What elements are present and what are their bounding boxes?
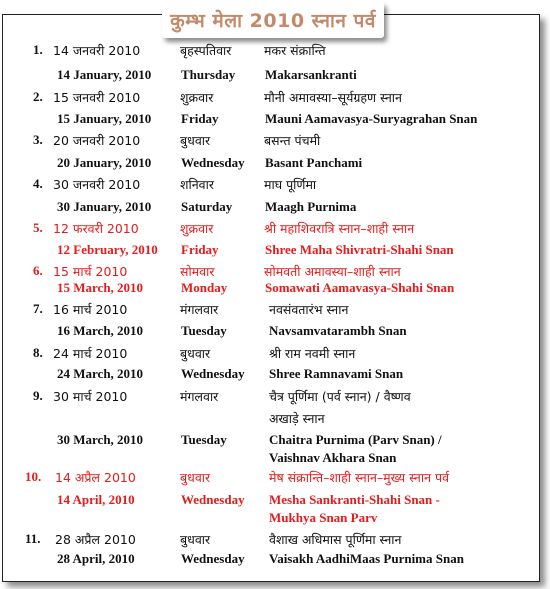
hindi-event: वैशाख अधिमास पूर्णिमा स्नान	[269, 532, 402, 547]
hindi-event: श्री राम नवमी स्नान	[269, 346, 356, 361]
hindi-event: श्री महाशिवरात्रि स्नान–शाही स्नान	[264, 221, 415, 236]
english-event: Mesha Sankranti-Shahi Snan -	[269, 492, 440, 507]
hindi-event: बसन्त पंचमी	[264, 133, 321, 148]
hindi-event: चैत्र पूर्णिमा (पर्व स्नान) / वैष्णव	[269, 389, 411, 404]
english-weekday: Friday	[181, 242, 219, 257]
hindi-weekday: बुधवार	[180, 346, 211, 361]
english-date: 30 March, 2010	[57, 432, 144, 447]
english-event: Chaitra Purnima (Parv Snan) /	[269, 432, 442, 447]
hindi-date: 14 अप्रैल 2010	[55, 470, 136, 485]
english-event: Maagh Purnima	[265, 199, 357, 214]
hindi-weekday: मंगलवार	[180, 389, 219, 404]
english-event: Navsamvatarambh Snan	[269, 323, 407, 338]
hindi-date: 20 जनवरी 2010	[53, 133, 141, 148]
english-date: 20 January, 2010	[57, 155, 152, 170]
english-weekday: Friday	[181, 111, 219, 126]
english-event: Shree Ramnavami Snan	[269, 366, 404, 381]
hindi-weekday: शुक्रवार	[180, 90, 214, 105]
entry-number: 5.	[33, 220, 43, 235]
title-box	[162, 2, 384, 38]
english-weekday: Monday	[181, 280, 228, 295]
hindi-weekday: शुक्रवार	[180, 221, 214, 236]
hindi-date: 15 मार्च 2010	[53, 264, 128, 279]
english-date: 14 January, 2010	[57, 67, 152, 82]
hindi-event: नवसंवतारंभ स्नान	[269, 302, 349, 317]
english-weekday: Wednesday	[181, 551, 245, 566]
english-event: Basant Panchami	[265, 155, 363, 170]
english-weekday: Tuesday	[181, 432, 227, 447]
english-date: 16 March, 2010	[57, 323, 144, 338]
hindi-date: 16 मार्च 2010	[53, 302, 128, 317]
hindi-date: 15 जनवरी 2010	[53, 90, 141, 105]
hindi-event: माघ पूर्णिमा	[264, 177, 317, 192]
entry-number: 2.	[33, 89, 43, 104]
english-weekday: Tuesday	[181, 323, 227, 338]
entry-number: 7.	[33, 301, 43, 316]
hindi-event: मौनी अमावस्या–सूर्यग्रहण स्नान	[264, 90, 402, 105]
english-event: Vaisakh AadhiMaas Purnima Snan	[269, 551, 464, 566]
hindi-date: 14 जनवरी 2010	[53, 43, 141, 58]
hindi-weekday: बुधवार	[180, 532, 211, 547]
english-weekday: Thursday	[181, 67, 236, 82]
hindi-date: 28 अप्रैल 2010	[55, 532, 136, 547]
english-event-cont: Vaishnav Akhara Snan	[269, 450, 397, 465]
english-weekday: Wednesday	[181, 155, 245, 170]
entry-number: 3.	[33, 132, 43, 147]
hindi-weekday: बुधवार	[180, 470, 211, 485]
english-date: 15 January, 2010	[57, 111, 152, 126]
entry-number: 10.	[25, 469, 42, 484]
entry-number: 9.	[33, 388, 43, 403]
entry-number: 1.	[33, 42, 43, 57]
english-event-cont: Mukhya Snan Parv	[269, 510, 378, 525]
hindi-event: मेष संक्रान्ति–शाही स्नान–मुख्य स्नान पर्व	[269, 470, 450, 485]
entry-number: 6.	[33, 263, 43, 278]
english-weekday: Wednesday	[181, 366, 245, 381]
hindi-weekday: शनिवार	[180, 177, 214, 192]
english-date: 15 March, 2010	[57, 280, 144, 295]
english-date: 24 March, 2010	[57, 366, 144, 381]
english-date: 30 January, 2010	[57, 199, 152, 214]
english-event: Somawati Aamavasya-Shahi Snan	[265, 280, 455, 295]
english-date: 12 February, 2010	[57, 242, 158, 257]
english-weekday: Wednesday	[181, 492, 245, 507]
hindi-event-cont: अखाड़े स्नान	[269, 411, 325, 426]
hindi-event: सोमवती अमावस्या–शाही स्नान	[264, 264, 401, 279]
english-date: 14 April, 2010	[57, 492, 135, 507]
hindi-event: मकर संक्रान्ति	[264, 43, 326, 58]
english-weekday: Saturday	[181, 199, 233, 214]
english-event: Shree Maha Shivratri-Shahi Snan	[265, 242, 454, 257]
entry-number: 4.	[33, 176, 43, 191]
hindi-date: 12 फरवरी 2010	[53, 221, 139, 236]
hindi-date: 30 मार्च 2010	[53, 389, 128, 404]
entry-number: 8.	[33, 345, 43, 360]
english-event: Makarsankranti	[265, 67, 357, 82]
hindi-weekday: सोमवार	[180, 264, 215, 279]
hindi-weekday: बुधवार	[180, 133, 211, 148]
hindi-date: 30 जनवरी 2010	[53, 177, 141, 192]
hindi-weekday: मंगलवार	[180, 302, 219, 317]
hindi-date: 24 मार्च 2010	[53, 346, 128, 361]
english-date: 28 April, 2010	[57, 551, 135, 566]
page-title: कुम्भ मेला 2010 स्नान पर्व	[170, 10, 376, 32]
english-event: Mauni Aamavasya-Suryagrahan Snan	[265, 111, 478, 126]
hindi-weekday: बृहस्पतिवार	[180, 43, 232, 58]
entry-number: 11.	[25, 531, 41, 546]
